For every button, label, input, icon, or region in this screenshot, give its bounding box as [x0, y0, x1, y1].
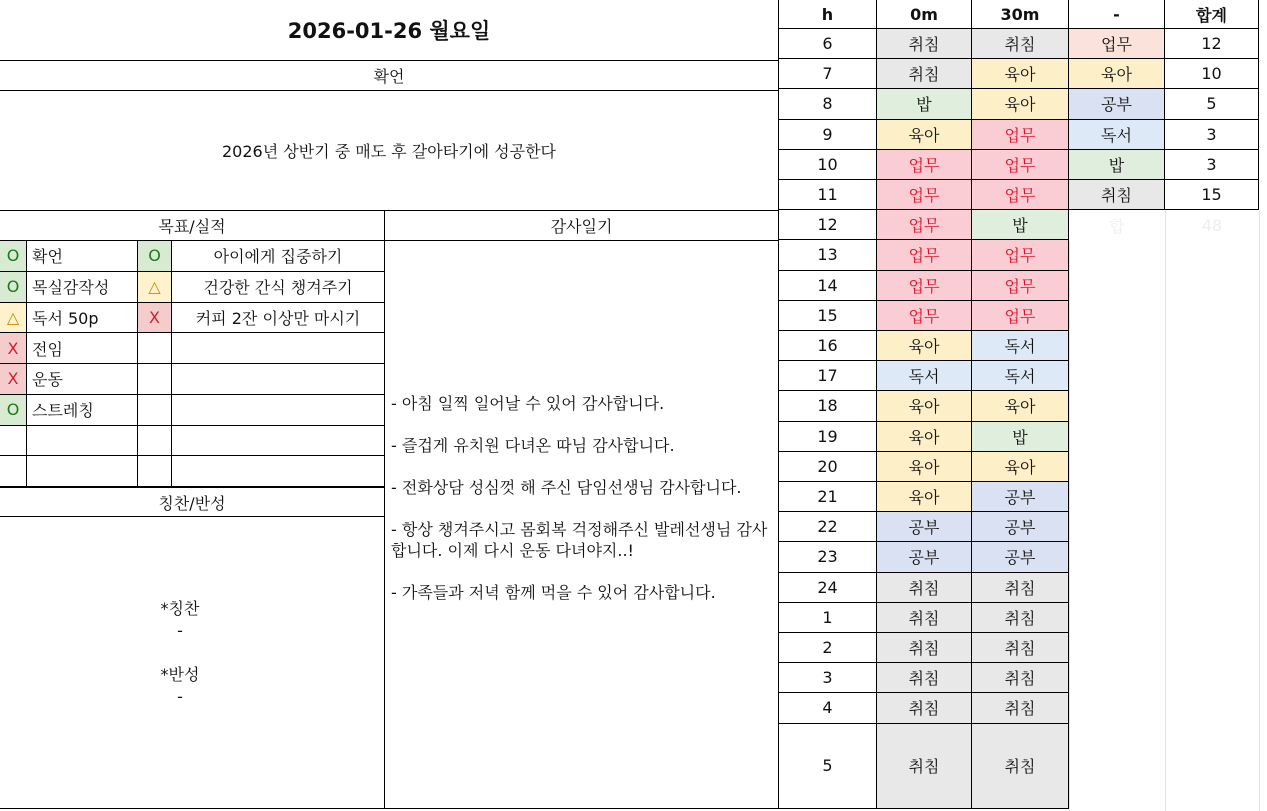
- schedule-slot-0m[interactable]: 취침: [877, 603, 972, 633]
- goal-mark[interactable]: [0, 456, 27, 487]
- schedule-slot-0m[interactable]: 육아: [877, 331, 972, 361]
- summary-category[interactable]: 업무: [1069, 29, 1165, 59]
- affirmation-text[interactable]: 2026년 상반기 중 매도 후 갈아타기에 성공한다: [0, 91, 779, 211]
- schedule-hour[interactable]: 19: [779, 422, 877, 452]
- schedule-slot-0m[interactable]: 취침: [877, 724, 972, 809]
- goal-item[interactable]: [172, 456, 385, 487]
- reflect-value: -: [177, 687, 183, 706]
- praise-value: -: [177, 621, 183, 640]
- goal-item[interactable]: 커피 2잔 이상만 마시기: [172, 303, 385, 334]
- schedule-slot-0m[interactable]: 육아: [877, 452, 972, 482]
- schedule-slot-30m[interactable]: 취침: [972, 724, 1069, 809]
- schedule-hour[interactable]: 4: [779, 693, 877, 723]
- goal-mark[interactable]: [138, 333, 172, 364]
- schedule-slot-30m[interactable]: 공부: [972, 512, 1069, 542]
- schedule-hour[interactable]: 8: [779, 89, 877, 119]
- schedule-slot-0m[interactable]: 취침: [877, 633, 972, 663]
- goal-item[interactable]: 건강한 간식 챙겨주기: [172, 272, 385, 303]
- goal-mark[interactable]: △: [0, 303, 27, 334]
- gridline: [1259, 211, 1260, 811]
- schedule-slot-0m[interactable]: 업무: [877, 301, 972, 331]
- praise-title: *칭찬: [160, 599, 200, 618]
- schedule-hour[interactable]: 11: [779, 180, 877, 210]
- schedule-hour[interactable]: 7: [779, 59, 877, 89]
- schedule-hour[interactable]: 21: [779, 482, 877, 512]
- gridline: [1069, 241, 1070, 811]
- goal-item[interactable]: 전임: [27, 333, 138, 364]
- summary-header[interactable]: -: [1069, 0, 1165, 29]
- schedule-hour[interactable]: 2: [779, 633, 877, 663]
- gratitude-entries: [385, 393, 779, 624]
- schedule-slot-30m[interactable]: 업무: [972, 120, 1069, 150]
- summary-header[interactable]: 합계: [1165, 0, 1259, 29]
- schedule-hour[interactable]: 23: [779, 542, 877, 572]
- schedule-hour[interactable]: 3: [779, 663, 877, 693]
- schedule-slot-30m[interactable]: 업무: [972, 240, 1069, 270]
- schedule-slot-0m[interactable]: 업무: [877, 210, 972, 240]
- goal-item[interactable]: [27, 426, 138, 457]
- schedule-slot-0m[interactable]: 육아: [877, 482, 972, 512]
- summary-total[interactable]: 3: [1165, 150, 1259, 180]
- goal-item[interactable]: 아이에게 집중하기: [172, 241, 385, 272]
- goal-mark[interactable]: O: [0, 241, 27, 272]
- goal-mark[interactable]: X: [138, 303, 172, 334]
- schedule-slot-30m[interactable]: 공부: [972, 542, 1069, 572]
- schedule-slot-0m[interactable]: 취침: [877, 59, 972, 89]
- schedule-slot-30m[interactable]: 육아: [972, 59, 1069, 89]
- summary-ghost-total: 48: [1201, 215, 1223, 235]
- goal-mark[interactable]: [138, 395, 172, 426]
- schedule-slot-0m[interactable]: 육아: [877, 422, 972, 452]
- summary-category[interactable]: 밥: [1069, 150, 1165, 180]
- gratitude-entry: - 전화상담 성심껏 해 주신 담임선생님 감사합니다.: [391, 478, 742, 497]
- summary-total[interactable]: 12: [1165, 29, 1259, 59]
- schedule-slot-30m[interactable]: 취침: [972, 663, 1069, 693]
- schedule-hour[interactable]: 16: [779, 331, 877, 361]
- schedule-slot-0m[interactable]: 취침: [877, 29, 972, 59]
- goal-mark[interactable]: △: [138, 272, 172, 303]
- summary-category[interactable]: 공부: [1069, 89, 1165, 119]
- goal-item[interactable]: [172, 364, 385, 395]
- schedule-slot-0m[interactable]: 업무: [877, 150, 972, 180]
- schedule-slot-30m[interactable]: 취침: [972, 693, 1069, 723]
- schedule-slot-0m[interactable]: 공부: [877, 512, 972, 542]
- schedule-header[interactable]: 30m: [972, 0, 1069, 29]
- schedule-slot-30m[interactable]: 업무: [972, 271, 1069, 301]
- summary-total[interactable]: 10: [1165, 59, 1259, 89]
- schedule-hour[interactable]: 22: [779, 512, 877, 542]
- schedule-hour[interactable]: 6: [779, 29, 877, 59]
- schedule-slot-30m[interactable]: 밥: [972, 422, 1069, 452]
- schedule-hour[interactable]: 20: [779, 452, 877, 482]
- reflect-title: *반성: [160, 665, 200, 684]
- gratitude-entry: - 아침 일찍 일어날 수 있어 감사합니다.: [391, 394, 665, 413]
- schedule-hour[interactable]: 13: [779, 240, 877, 270]
- schedule-slot-30m[interactable]: 취침: [972, 29, 1069, 59]
- goal-mark[interactable]: X: [0, 333, 27, 364]
- schedule-hour[interactable]: 18: [779, 391, 877, 421]
- schedule-slot-0m[interactable]: 육아: [877, 120, 972, 150]
- goal-item[interactable]: 목실감작성: [27, 272, 138, 303]
- schedule-slot-30m[interactable]: 취침: [972, 573, 1069, 603]
- gratitude-entry: - 항상 챙겨주시고 몸회복 걱정해주신 발레선생님 감사합니다. 이제 다시 운동 다녀야지..!: [391, 520, 768, 560]
- schedule-slot-0m[interactable]: 취침: [877, 693, 972, 723]
- schedule-slot-0m[interactable]: 공부: [877, 542, 972, 572]
- schedule-hour[interactable]: 15: [779, 301, 877, 331]
- goal-mark[interactable]: [138, 364, 172, 395]
- gratitude-label[interactable]: 감사일기: [385, 211, 779, 241]
- goal-item[interactable]: [27, 456, 138, 487]
- schedule-slot-30m[interactable]: 밥: [972, 210, 1069, 240]
- schedule-hour[interactable]: 17: [779, 361, 877, 391]
- goal-mark[interactable]: O: [0, 395, 27, 426]
- schedule-slot-0m[interactable]: 업무: [877, 271, 972, 301]
- schedule-slot-0m[interactable]: 업무: [877, 240, 972, 270]
- date-title[interactable]: 2026-01-26 월요일: [0, 0, 779, 61]
- goal-item[interactable]: [172, 426, 385, 457]
- schedule-slot-30m[interactable]: 독서: [972, 361, 1069, 391]
- goal-mark[interactable]: X: [0, 364, 27, 395]
- summary-ghost-label: 합: [1109, 216, 1125, 236]
- summary-category[interactable]: 육아: [1069, 59, 1165, 89]
- schedule-slot-30m[interactable]: 취침: [972, 633, 1069, 663]
- schedule-slot-30m[interactable]: 육아: [972, 89, 1069, 119]
- goal-item[interactable]: 운동: [27, 364, 138, 395]
- schedule-hour[interactable]: 1: [779, 603, 877, 633]
- summary-total[interactable]: 3: [1165, 120, 1259, 150]
- schedule-hour[interactable]: 14: [779, 271, 877, 301]
- affirmation-label[interactable]: 확언: [0, 61, 779, 91]
- schedule-header[interactable]: h: [779, 0, 877, 29]
- goal-mark[interactable]: O: [138, 241, 172, 272]
- schedule-slot-0m[interactable]: 업무: [877, 180, 972, 210]
- schedule-slot-30m[interactable]: 독서: [972, 331, 1069, 361]
- schedule-hour[interactable]: 12: [779, 210, 877, 240]
- goal-item[interactable]: 독서 50p: [27, 303, 138, 334]
- goal-mark[interactable]: [0, 426, 27, 457]
- schedule-slot-0m[interactable]: 육아: [877, 391, 972, 421]
- goals-label[interactable]: 목표/실적: [0, 211, 385, 241]
- goal-mark[interactable]: O: [0, 272, 27, 303]
- praise-label[interactable]: 칭찬/반성: [0, 487, 385, 517]
- schedule-slot-30m[interactable]: 육아: [972, 391, 1069, 421]
- schedule-slot-0m[interactable]: 취침: [877, 573, 972, 603]
- schedule-hour[interactable]: 5: [779, 724, 877, 809]
- goal-item[interactable]: 확언: [27, 241, 138, 272]
- goal-item[interactable]: [172, 395, 385, 426]
- summary-total[interactable]: 5: [1165, 89, 1259, 119]
- summary-category[interactable]: 독서: [1069, 120, 1165, 150]
- schedule-hour[interactable]: 24: [779, 573, 877, 603]
- schedule-hour[interactable]: 10: [779, 150, 877, 180]
- gratitude-entry: - 가족들과 저녁 함께 먹을 수 있어 감사합니다.: [391, 583, 716, 602]
- schedule-slot-0m[interactable]: 취침: [877, 663, 972, 693]
- goal-item[interactable]: 스트레칭: [27, 395, 138, 426]
- schedule-slot-30m[interactable]: 업무: [972, 150, 1069, 180]
- schedule-hour[interactable]: 9: [779, 120, 877, 150]
- summary-category[interactable]: 취침: [1069, 180, 1165, 210]
- schedule-slot-30m[interactable]: 업무: [972, 180, 1069, 210]
- gridline: [1165, 211, 1166, 811]
- goal-mark[interactable]: [138, 456, 172, 487]
- goal-mark[interactable]: [138, 426, 172, 457]
- schedule-slot-30m[interactable]: 업무: [972, 301, 1069, 331]
- schedule-slot-30m[interactable]: 육아: [972, 452, 1069, 482]
- gratitude-entry: - 즐겁게 유치원 다녀온 따님 감사합니다.: [391, 436, 675, 455]
- goal-item[interactable]: [172, 333, 385, 364]
- schedule-header[interactable]: 0m: [877, 0, 972, 29]
- praise-block: [0, 598, 360, 708]
- schedule-slot-30m[interactable]: 취침: [972, 603, 1069, 633]
- schedule-slot-0m[interactable]: 밥: [877, 89, 972, 119]
- summary-total[interactable]: 15: [1165, 180, 1259, 210]
- schedule-slot-30m[interactable]: 공부: [972, 482, 1069, 512]
- schedule-slot-0m[interactable]: 독서: [877, 361, 972, 391]
